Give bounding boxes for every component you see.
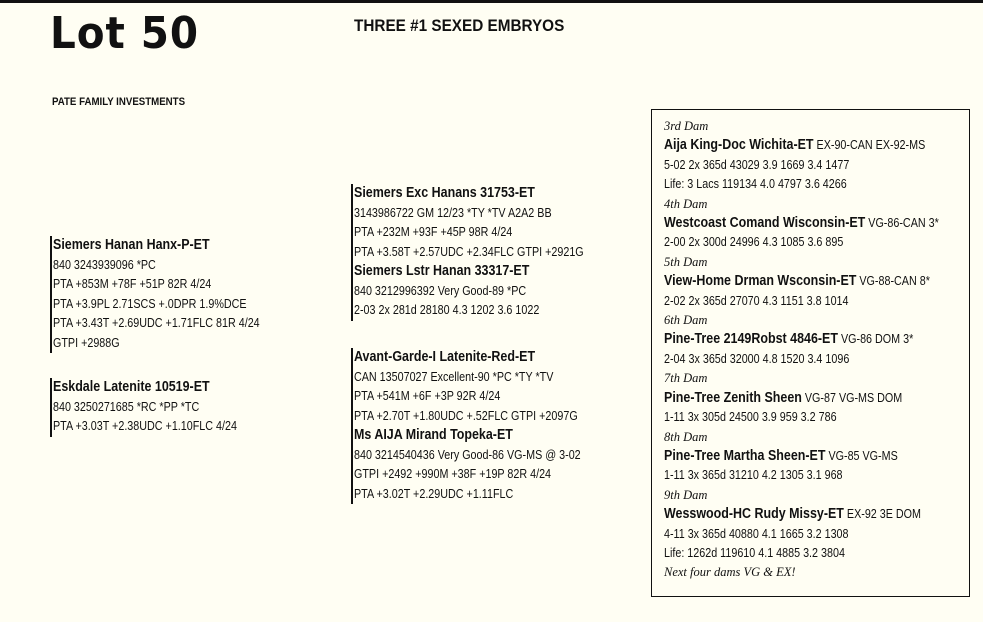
sire-line: GTPI +2988G	[53, 335, 120, 350]
sire-of-dam-block	[351, 348, 618, 504]
dam-label: 9th Dam	[664, 487, 708, 502]
dam-entry-name: Pine-Tree Martha Sheen-ET VG-85 VG-MS	[664, 447, 898, 464]
sire-of-sire-block	[351, 184, 621, 321]
sire-line: PTA +3.9PL 2.71SCS +.0DPR 1.9%DCE	[53, 296, 247, 311]
dam-entry-name: Westcoast Comand Wisconsin-ET VG-86-CAN 3*	[664, 215, 939, 232]
sire-of-dam-line: PTA +2.70T +1.80UDC +.52FLC GTPI +2097G	[354, 408, 578, 423]
dam-of-dam-line: GTPI +2492 +990M +38F +19P 82R 4/24	[354, 467, 552, 481]
dam-entry	[664, 369, 969, 427]
sire-of-dam-line: CAN 13507027 Excellent-90 *PC *TY *TV	[354, 369, 554, 384]
dam-entry-name: Aija King-Doc Wichita-ET EX-90-CAN EX-92-MS	[664, 137, 926, 154]
dam-entry-record: Life: 3 Lacs 119134 4.0 4797 3.6 4266	[664, 177, 847, 192]
dam-entry-record: Life: 1262d 119610 4.1 4885 3.2 3804	[664, 545, 845, 560]
dam-entry-record: 5-02 2x 365d 43029 3.9 1669 3.4 1477	[664, 157, 850, 172]
top-rule	[0, 0, 983, 3]
sire-name: Siemers Hanan Hanx-P-ET	[53, 237, 210, 253]
headline: THREE #1 SEXED EMBRYOS	[354, 16, 565, 35]
dam-line: 840 3250271685 *RC *PP *TC	[53, 399, 200, 414]
dam-of-dam-line: 840 3214540436 Very Good-86 VG-MS @ 3-02	[354, 447, 581, 462]
dam-entry-name: Wesswood-HC Rudy Missy-ET EX-92 3E DOM	[664, 506, 921, 523]
dam-label: 6th Dam	[664, 313, 708, 328]
lot-title: Lot 50	[50, 8, 199, 59]
sire-line: 840 3243939096 *PC	[53, 257, 156, 272]
dam-block	[50, 378, 267, 437]
dam-of-sire-name: Siemers Lstr Hanan 33317-ET	[354, 263, 530, 279]
sire-of-sire-line: PTA +232M +93F +45P 98R 4/24	[354, 225, 513, 239]
sire-block	[50, 236, 293, 353]
dam-line: PTA +3.03T +2.38UDC +1.10FLC 4/24	[53, 419, 237, 433]
sire-of-sire-name: Siemers Exc Hanans 31753-ET	[354, 185, 535, 201]
dam-entry-record: 4-11 3x 365d 40880 4.1 1665 3.2 1308	[664, 526, 849, 541]
dam-entry-record: 2-04 3x 365d 32000 4.8 1520 3.4 1096	[664, 351, 850, 366]
dam-entry	[664, 117, 969, 195]
sire-of-sire-line: 3143986722 GM 12/23 *TY *TV A2A2 BB	[354, 205, 552, 220]
dam-entry-name: View-Home Drman Wsconsin-ET VG-88-CAN 8*	[664, 273, 930, 290]
dam-entry	[664, 311, 969, 369]
dam-entry-name: Pine-Tree 2149Robst 4846-ET VG-86 DOM 3*	[664, 331, 914, 348]
dam-of-dam-line: PTA +3.02T +2.29UDC +1.11FLC	[354, 486, 514, 501]
dam-label: 4th Dam	[664, 196, 708, 211]
dams-footer: Next four dams VG & EX!	[664, 565, 796, 580]
dam-of-dam-name: Ms AIJA Mirand Topeka-ET	[354, 427, 513, 443]
dam-entry-name: Pine-Tree Zenith Sheen VG-87 VG-MS DOM	[664, 389, 903, 406]
dam-entry	[664, 428, 969, 486]
dam-entry-record: 2-02 2x 365d 27070 4.3 1151 3.8 1014	[664, 293, 849, 308]
sire-of-dam-line: PTA +541M +6F +3P 92R 4/24	[354, 389, 501, 403]
sire-of-sire-line: PTA +3.58T +2.57UDC +2.34FLC GTPI +2921G	[354, 244, 584, 259]
dam-entry	[664, 253, 969, 311]
dam-entry	[664, 195, 969, 253]
dam-name: Eskdale Latenite 10519-ET	[53, 379, 210, 395]
dam-entry	[664, 486, 969, 564]
dam-entry-record: 1-11 3x 305d 24500 3.9 959 3.2 786	[664, 410, 837, 425]
sire-of-dam-name: Avant-Garde-I Latenite-Red-ET	[354, 349, 536, 365]
dams-box	[651, 109, 970, 597]
consignor: PATE FAMILY INVESTMENTS	[52, 96, 186, 108]
dam-label: 8th Dam	[664, 429, 708, 444]
sire-line: PTA +853M +78F +51P 82R 4/24	[53, 277, 212, 291]
dam-label: 3rd Dam	[664, 119, 709, 133]
dam-label: 5th Dam	[664, 254, 708, 269]
dam-entry-record: 1-11 3x 365d 31210 4.2 1305 3.1 968	[664, 468, 843, 483]
dam-of-sire-line: 2-03 2x 281d 28180 4.3 1202 3.6 1022	[354, 303, 540, 317]
dam-entry-record: 2-00 2x 300d 24996 4.3 1085 3.6 895	[664, 235, 844, 250]
sire-line: PTA +3.43T +2.69UDC +1.71FLC 81R 4/24	[53, 316, 260, 330]
dam-label: 7th Dam	[664, 371, 708, 386]
dam-of-sire-line: 840 3212996392 Very Good-89 *PC	[354, 283, 527, 298]
